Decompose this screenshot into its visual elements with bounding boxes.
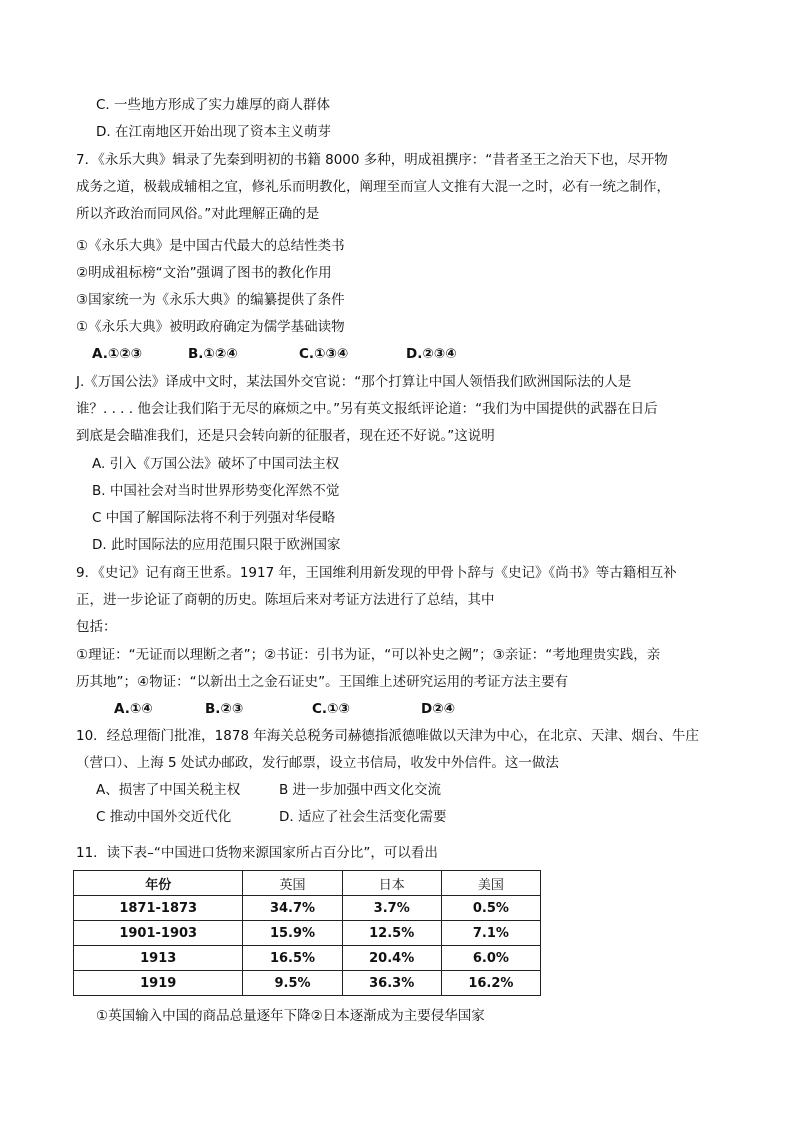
q7-stem-line3: 所以齐政治而同风俗。”对此理解正确的是 (76, 206, 320, 222)
q9-stem-line4: ①理证：“无证而以理断之者”；②书证：引书为证，“可以补史之阙”；③亲证：“考地理贵实践，亲 (76, 647, 661, 663)
table-cell: 12.5% (342, 921, 441, 946)
table-cell: 16.2% (441, 971, 540, 996)
q9-option-c: C.①③ (312, 701, 350, 717)
q9-option-b: B.②③ (205, 701, 244, 717)
q7-statement-4: ①《永乐大典》被明政府确定为儒学基础读物 (76, 319, 345, 335)
q8-option-b: B. 中国社会对当时世界形势变化浑然不觉 (92, 483, 340, 499)
q9-stem-line1: 9．《史记》记有商王世系。1917 年，王国维利用新发现的甲骨卜辞与《史记》《尚书》等古籍相互补 (76, 565, 677, 581)
q7-statement-1: ①《永乐大典》是中国古代最大的总结性类书 (76, 238, 345, 254)
table-cell: 1919 (74, 971, 243, 996)
q8-option-d: D. 此时国际法的应用范围只限于欧洲国家 (92, 537, 341, 553)
table-header-row (74, 871, 541, 896)
q7-stem-line2: 成务之道，极载成辅相之宜，修礼乐而明教化，阐理至而宣人文推有大混一之时，必有一统之制作， (76, 179, 670, 195)
q8-stem-line3: 到底是会瞄准我们，还是只会转向新的征服者，现在还不好说。”这说明 (76, 428, 495, 444)
q10-option-b: B 进一步加强中西文化交流 (279, 782, 442, 798)
q7-option-d: D.②③④ (406, 346, 457, 362)
q6-option-d: D. 在江南地区开始出现了资本主义萌芽 (96, 124, 331, 140)
table-cell: 3.7% (342, 896, 441, 921)
q10-stem-line2: （营口）、上海 5 处试办邮政，发行邮票，设立书信局，收发中外信件。这一做法 (76, 755, 559, 771)
import-share-table (73, 870, 541, 996)
table-cell: 0.5% (441, 896, 540, 921)
q7-option-b: B.①②④ (188, 346, 238, 362)
table-cell: 36.3% (342, 971, 441, 996)
table-row (74, 946, 541, 971)
table-cell: 15.9% (243, 921, 342, 946)
table-header-cell: 美国 (441, 871, 540, 896)
table-cell: 7.1% (441, 921, 540, 946)
q10-option-d: D. 适应了社会生活变化需要 (279, 809, 447, 825)
table-cell: 16.5% (243, 946, 342, 971)
q7-stem-line1: 7．《永乐大典》辑录了先秦到明初的书籍 8000 多种，明成祖撰序：“昔者圣王之治天下也，尽开物 (76, 152, 668, 168)
q8-stem-line2: 谁？. . . . 他会让我们陷于无尽的麻烦之中。”另有英文报纸评论道：“我们为中国提供的武器在日后 (76, 401, 658, 417)
q7-statement-2: ②明成祖标榜“文治”强调了图书的教化作用 (76, 265, 332, 281)
q7-option-a: A.①②③ (92, 346, 143, 362)
table-row (74, 971, 541, 996)
q7-statement-3: ③国家统一为《永乐大典》的编纂提供了条件 (76, 292, 345, 308)
table-cell: 1871-1873 (74, 896, 243, 921)
table-header-cell: 日本 (342, 871, 441, 896)
q9-stem-line2: 正，进一步论证了商朝的历史。陈垣后来对考证方法进行了总结，其中 (76, 592, 495, 608)
table-cell: 1901-1903 (74, 921, 243, 946)
q9-stem-line3: 包括： (76, 619, 117, 635)
q9-option-a: A.①④ (114, 701, 153, 717)
q9-option-d: D②④ (421, 701, 456, 717)
q8-stem-line1: J.《万国公法》译成中文时，某法国外交官说：“那个打算让中国人领悟我们欧洲国际法的人是 (76, 374, 632, 390)
q8-option-c: C 中国了解国际法将不利于列强对华侵略 (92, 510, 336, 526)
table-cell: 6.0% (441, 946, 540, 971)
table-cell: 34.7% (243, 896, 342, 921)
q10-option-c: C 推动中国外交近代化 (96, 809, 232, 825)
table-cell: 1913 (74, 946, 243, 971)
q11-statement: ①英国输入中国的商品总量逐年下降②日本逐渐成为主要侵华国家 (96, 1008, 485, 1024)
q8-option-a: A. 引入《万国公法》破坏了中国司法主权 (92, 456, 340, 472)
table-header-cell: 年份 (74, 871, 243, 896)
table-cell: 9.5% (243, 971, 342, 996)
q11-stem: 11．读下表–“中国进口货物来源国家所占百分比”，可以看出 (76, 845, 438, 861)
q10-stem-line1: 10．经总理衙门批准，1878 年海关总税务司赫德指派德唯做以天津为中心，在北京、天津、烟台、牛庄 (76, 728, 699, 744)
q10-option-a: A、损害了中国关税主权 (96, 782, 241, 798)
table-row (74, 896, 541, 921)
q6-option-c: C. 一些地方形成了实力雄厚的商人群体 (96, 97, 331, 113)
table-header-cell: 英国 (243, 871, 342, 896)
table-row (74, 921, 541, 946)
table-cell: 20.4% (342, 946, 441, 971)
q9-stem-line5: 历其地”；④物证：“以新出土之金石证史”。王国维上述研究运用的考证方法主要有 (76, 674, 569, 690)
q7-option-c: C.①③④ (299, 346, 349, 362)
